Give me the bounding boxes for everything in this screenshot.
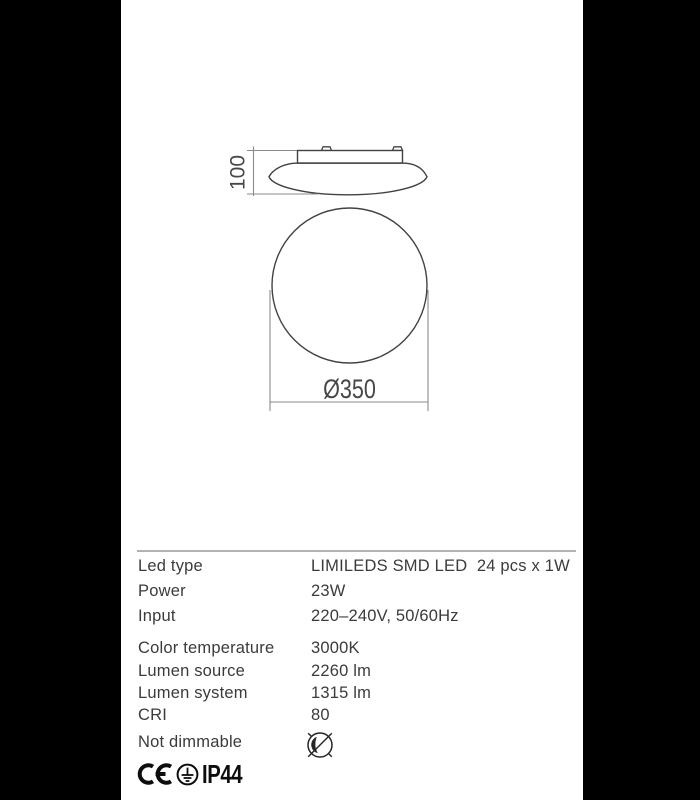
spec-label: Color temperature (138, 639, 275, 657)
ce-mark-icon (136, 763, 173, 785)
mounting-plate (298, 151, 403, 164)
spec-value: 80 (311, 706, 330, 724)
spec-value: 1315 lm (311, 684, 372, 702)
spec-label: Input (138, 607, 176, 625)
spec-row-power (138, 582, 578, 604)
earth-class-icon (176, 763, 199, 786)
diameter-dim-label: Ø350 (323, 374, 376, 405)
spec-value: 3000K (311, 639, 360, 657)
spec-label: Not dimmable (138, 733, 243, 751)
ip-rating-label: IP44 (202, 758, 243, 789)
spec-row-lumen-source (138, 662, 578, 684)
spec-label: Led type (138, 557, 203, 575)
spec-value: 220–240V, 50/60Hz (311, 607, 459, 625)
spec-label: Lumen source (138, 662, 245, 680)
spec-label: Lumen system (138, 684, 248, 702)
spec-value: 23W (311, 582, 346, 600)
spec-value: 2260 lm (311, 662, 372, 680)
spec-label: CRI (138, 706, 168, 724)
spec-row-not-dimmable (138, 733, 578, 755)
spec-row-lumen-system (138, 684, 578, 706)
diffuser-outline (269, 163, 427, 195)
diameter-dimension (270, 290, 428, 411)
height-dim-label: 100 (226, 154, 250, 191)
spec-label: Power (138, 582, 186, 600)
spec-row-led-type (138, 557, 578, 579)
not-dimmable-icon (304, 729, 336, 761)
side-view-drawing (269, 147, 427, 195)
spec-value: LIMILEDS SMD LED 24 pcs x 1W (311, 557, 570, 575)
top-view-circle (272, 208, 427, 363)
spec-row-input (138, 607, 578, 629)
spec-row-color-temperature (138, 639, 578, 661)
certifications-row (136, 758, 254, 789)
table-divider (137, 550, 576, 552)
spec-row-cri (138, 706, 578, 728)
